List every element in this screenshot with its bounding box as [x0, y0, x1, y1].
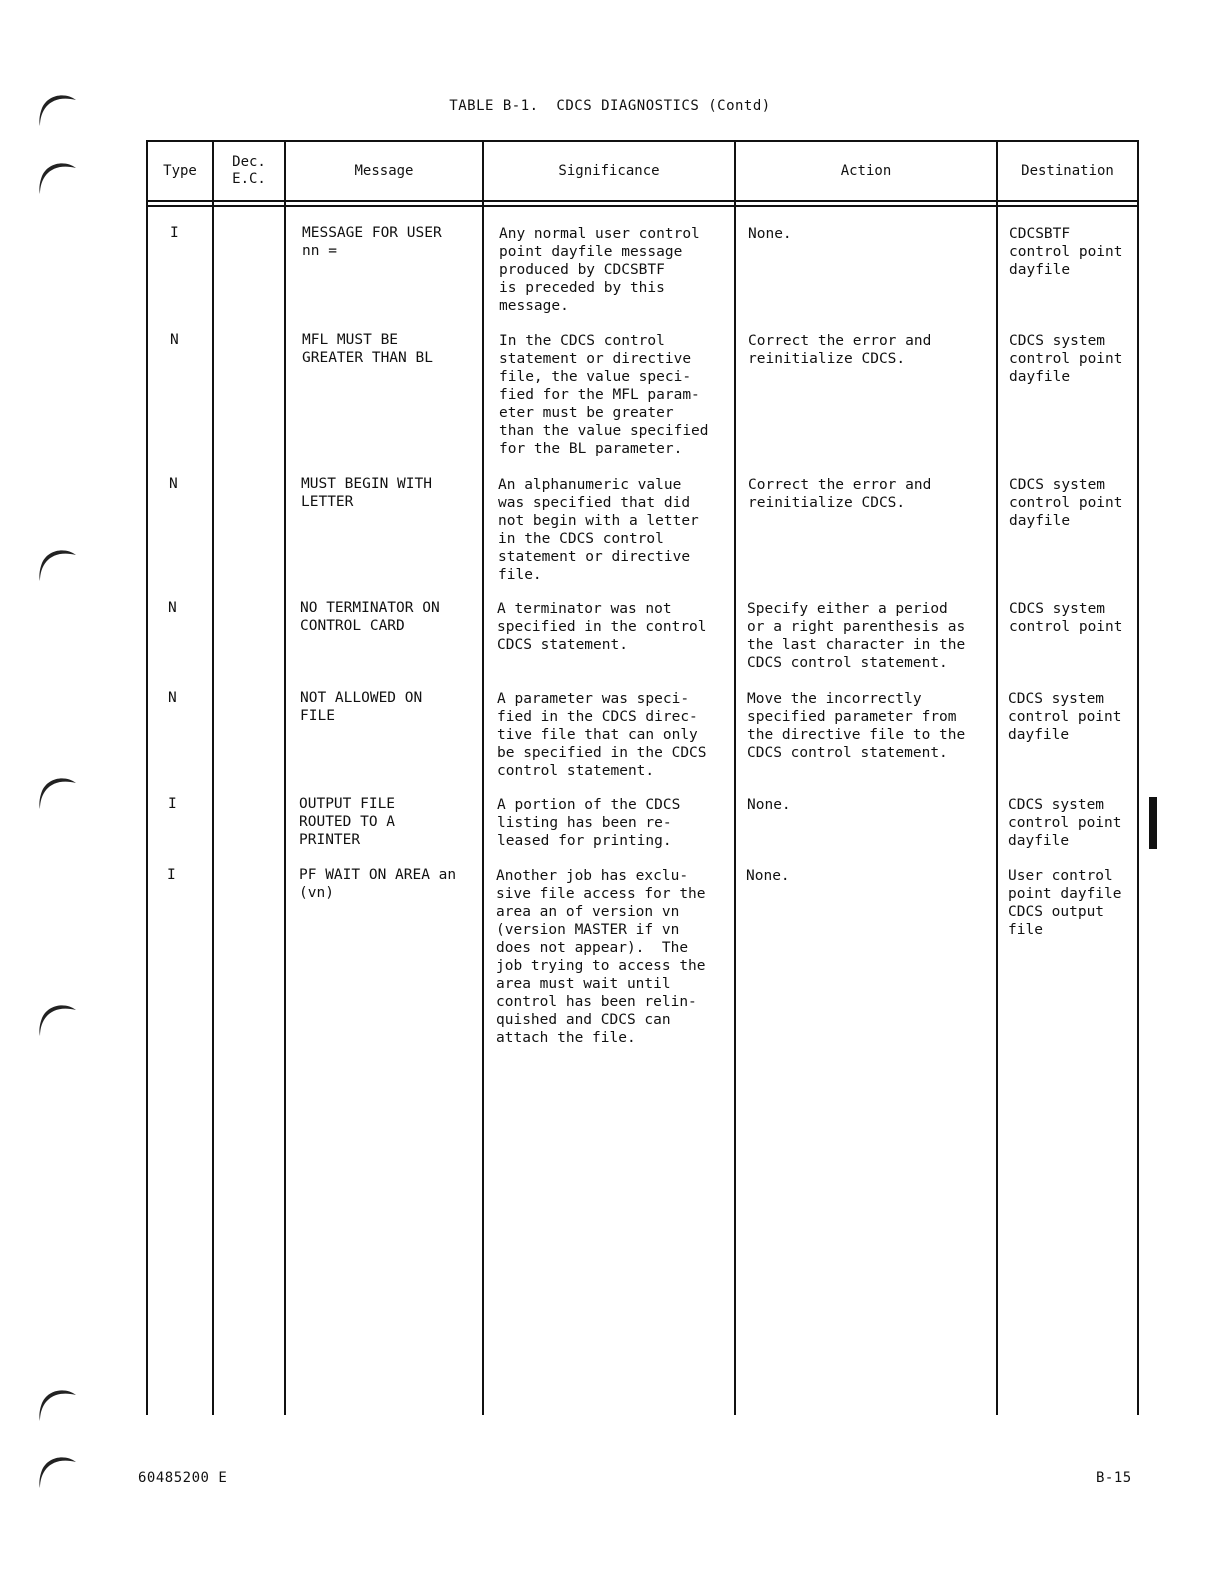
row-type: N	[169, 476, 178, 492]
row-type: N	[170, 332, 179, 348]
row-significance: A terminator was not specified in the control CDCS statement.	[497, 601, 707, 653]
binder-hole-icon	[36, 1381, 80, 1425]
row-action: Correct the error and reinitialize CDCS.	[748, 333, 932, 367]
binder-hole-icon	[36, 1448, 80, 1492]
row-action: None.	[746, 868, 790, 884]
header-action: Action	[840, 162, 892, 179]
row-type: N	[168, 600, 177, 616]
binder-hole-icon	[36, 154, 80, 198]
binder-hole-icon	[36, 86, 80, 130]
row-destination: CDCS system control point dayfile	[1009, 333, 1123, 385]
row-significance: A portion of the CDCS listing has been re- leased for printing.	[497, 797, 681, 849]
row-significance: A parameter was speci- fied in the CDCS direc- tive file that can only be specified in the CDCS control statement.	[497, 691, 707, 779]
header-significance: Significance	[558, 162, 660, 179]
row-destination: CDCS system control point dayfile	[1009, 477, 1123, 529]
row-message: MFL MUST BE GREATER THAN BL	[302, 332, 433, 366]
row-significance: An alphanumeric value was specified that did not begin with a letter in the CDCS control statement or directive file.	[498, 477, 699, 583]
row-significance: Any normal user control point dayfile message produced by CDCSBTF is preceded by this message.	[499, 226, 700, 314]
row-message: PF WAIT ON AREA an (vn)	[299, 867, 457, 901]
row-message: NOT ALLOWED ON FILE	[300, 690, 423, 724]
row-message: MESSAGE FOR USER nn =	[302, 225, 442, 259]
revision-change-bar	[1149, 797, 1157, 849]
row-type: I	[170, 225, 179, 241]
column-divider	[482, 140, 484, 1415]
row-significance: In the CDCS control statement or directive file, the value speci- fied for the MFL param- eter must be greater than the value specified for the BL parameter.	[499, 333, 709, 457]
row-type: I	[167, 867, 176, 883]
row-action: None.	[748, 226, 792, 242]
row-action: Correct the error and reinitialize CDCS.	[748, 477, 932, 511]
column-divider	[212, 140, 214, 1415]
row-destination: CDCS system control point	[1009, 601, 1123, 635]
row-type: N	[168, 690, 177, 706]
row-significance: Another job has exclu- sive file access for the area an of version vn (version MASTER if vn does not appear). The job trying to access the area must wait until control has been relin- quished and CDCS can attach the file.	[496, 868, 706, 1046]
header-message: Message	[354, 162, 414, 179]
column-divider	[284, 140, 286, 1415]
header-type: Type	[163, 162, 197, 179]
row-message: MUST BEGIN WITH LETTER	[301, 476, 432, 510]
row-message: NO TERMINATOR ON CONTROL CARD	[300, 600, 440, 634]
row-type: I	[168, 796, 177, 812]
footer-page-number: B-15	[1096, 1470, 1132, 1486]
row-action: Specify either a period or a right parenthesis as the last character in the CDCS control statement.	[747, 601, 966, 671]
header-dec-ec: Dec. E.C.	[232, 154, 266, 187]
row-destination: CDCS system control point dayfile	[1008, 797, 1122, 849]
row-destination: User control point dayfile CDCS output file	[1008, 868, 1122, 938]
table-title: TABLE B-1. CDCS DIAGNOSTICS (Contd)	[449, 98, 771, 114]
column-divider	[734, 140, 736, 1415]
row-message: OUTPUT FILE ROUTED TO A PRINTER	[299, 796, 396, 848]
row-destination: CDCSBTF control point dayfile	[1009, 226, 1123, 278]
row-action: None.	[747, 797, 791, 813]
header-rule-lower	[146, 205, 1139, 207]
binder-hole-icon	[36, 996, 80, 1040]
diagnostics-table	[146, 140, 1139, 1415]
footer-doc-number: 60485200 E	[138, 1470, 228, 1486]
row-action: Move the incorrectly specified parameter from the directive file to the CDCS control statement.	[747, 691, 966, 761]
binder-hole-icon	[36, 541, 80, 585]
row-destination: CDCS system control point dayfile	[1008, 691, 1122, 743]
column-divider	[146, 140, 148, 1415]
column-divider	[996, 140, 998, 1415]
header-destination: Destination	[1021, 162, 1114, 179]
binder-hole-icon	[36, 769, 80, 813]
column-divider	[1137, 140, 1139, 1415]
